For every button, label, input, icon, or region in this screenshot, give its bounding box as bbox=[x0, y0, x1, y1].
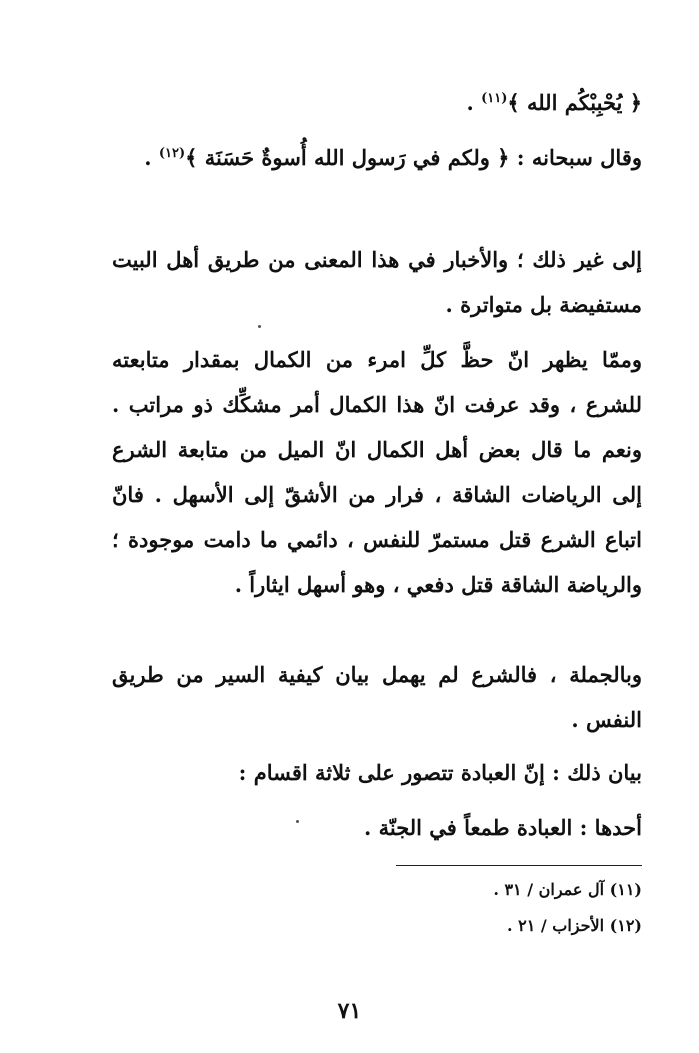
page-number: ٧١ bbox=[337, 998, 362, 1024]
quran-verse-12: ﴿ ولكم في رَسول الله أُسوةٌ حَسَنَة ﴾ bbox=[185, 145, 510, 170]
paragraph-verse-continuation bbox=[112, 80, 642, 125]
paragraph-reports: إلى غير ذلك ؛ والأخبار في هذا المعنى من طريق أهل البيت مستفيضة بل متواترة . bbox=[112, 247, 642, 317]
paragraph-summary: وبالجملة ، فالشرع لم يهمل بيان كيفية السير من طريق النفس . bbox=[112, 662, 642, 732]
footnote-ref-12: (١٢) bbox=[158, 146, 186, 161]
paragraph-explanation: بيان ذلك : إنّ العبادة تتصور على ثلاثة اقسام : bbox=[238, 760, 642, 785]
period: . bbox=[466, 90, 482, 115]
print-speck bbox=[258, 325, 261, 328]
verse-intro: وقال سبحانه : bbox=[509, 145, 642, 170]
footnote-ref-11: (١١) bbox=[481, 91, 508, 106]
footnote-12: (١٢) الأحزاب / ٢١ . bbox=[506, 916, 642, 935]
footnote-divider bbox=[396, 865, 642, 866]
period: . bbox=[144, 145, 159, 170]
paragraph-first-type: أحدها : العبادة طمعاً في الجنّة . bbox=[363, 815, 642, 840]
paragraph-perfection: وممّا يظهر انّ حظَّ كلِّ امرء من الكمال بمقدار متابعته للشرع ، وقد عرفت انّ هذا الكمال أمر مشكِّك ذو مراتب . ونعم ما قال بعض أهل الكمال انّ الميل من متابعة الشرع إلى الرياضات الشاقة ، فرار من الأشقّ إلى الأسهل . فانّ اتباع الشرع قتل مستمرّ للنفس ، دائمي ما دامت موجودة ؛ والرياضة الشاقة قتل دفعي ، وهو أسهل ايثاراً . bbox=[112, 347, 642, 597]
paragraph-verse-12 bbox=[112, 135, 642, 180]
footnote-11: (١١) آل عمران / ٣١ . bbox=[493, 880, 642, 899]
quran-verse-11: ﴿ يُحْبِبْكُم الله ﴾ bbox=[507, 90, 642, 115]
print-speck bbox=[296, 820, 299, 823]
